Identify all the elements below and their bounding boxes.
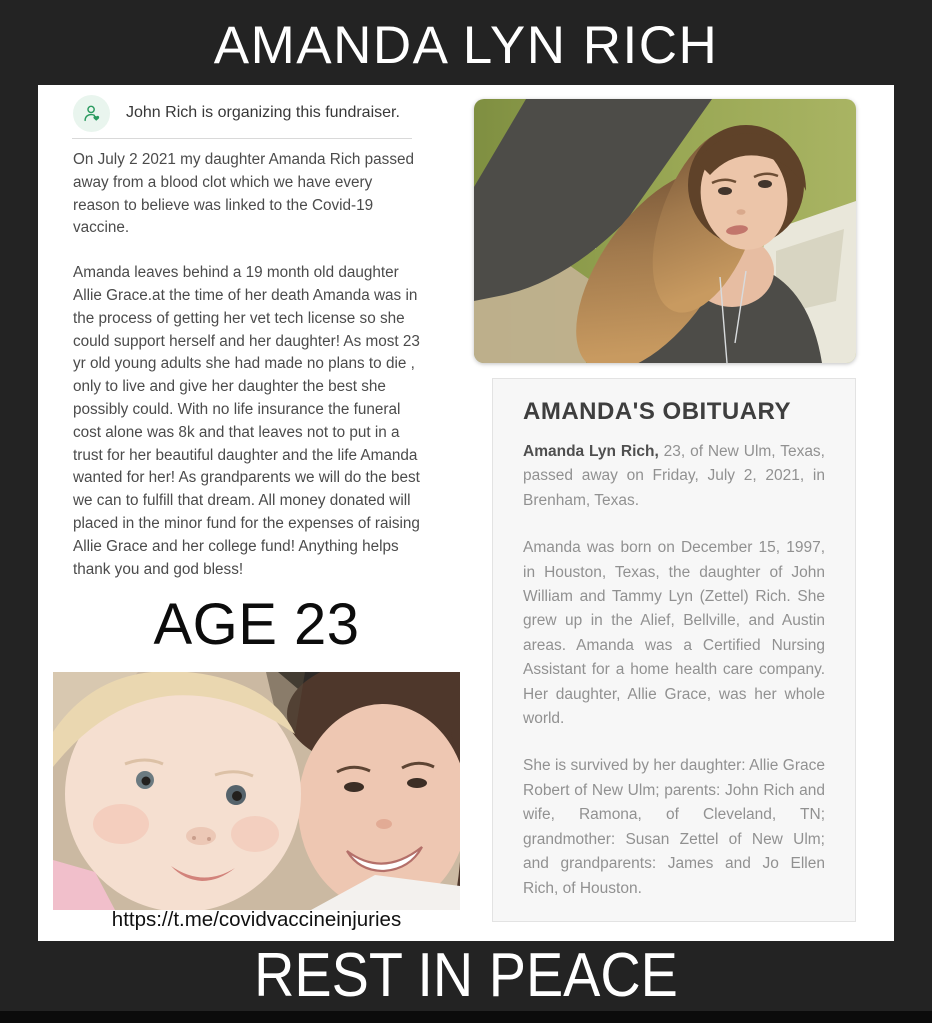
memorial-title: AMANDA LYN RICH bbox=[213, 16, 719, 75]
story-paragraph: On July 2 2021 my daughter Amanda Rich passed away from a blood clot which we have every reason to believe was linked to the Covid-19 vaccine. bbox=[73, 151, 414, 237]
age-caption: AGE 23 bbox=[153, 592, 360, 657]
obituary-paragraph: She is survived by her daughter: Allie Grace Robert of New Ulm; parents: John Rich and wife, Ramona, of Cleveland, TN; grandmother: Susan Zettel of New Ulm; and grandparents: James and Jo Ellen Rich, of Houston. bbox=[523, 757, 825, 897]
telegram-link[interactable]: https://t.me/covidvaccineinjuries bbox=[111, 908, 402, 931]
obituary-lead-text: 23, of New Ulm, Texas, passed away on Friday, July 2, 2021, in Brenham, Texas. bbox=[523, 443, 825, 509]
obituary-card bbox=[492, 378, 856, 922]
obituary-paragraph: Amanda was born on December 15, 1997, in Houston, Texas, the daughter of John William and Tammy Lyn (Zettel) Rich. She grew up in the Alief, Bellville, and Austin areas. Amanda was a Certified Nursing Assistant for a home health care company. Her daughter, Allie Grace, was her whole world. bbox=[523, 539, 825, 728]
obituary-heading: AMANDA'S OBITUARY bbox=[523, 398, 791, 425]
story-paragraph: Amanda leaves behind a 19 month old daughter Allie Grace.at the time of her death Amanda was in the process of getting her vet tech license so she could support herself and her daughter! As most 23 yr old young adults she had made no plans to die , only to live and give her daughter the best she possibly could. With no life insurance the funeral cost alone was 8k and that leaves not to put in a trust for her beautiful daughter and the life Amanda wanted for her! As grandparents we will do the best we can to fulfill that dream. All money donated will placed in the minor fund for the expenses of raising Allie Grace and her college fund! Anything helps thank you and god bless! bbox=[73, 264, 420, 578]
mother-and-baby-photo bbox=[53, 672, 460, 910]
bottom-strip bbox=[0, 1011, 932, 1023]
obituary-body bbox=[523, 440, 825, 922]
person-heart-icon bbox=[73, 95, 110, 132]
organizer-banner: John Rich is organizing this fundraiser. bbox=[126, 104, 400, 121]
divider bbox=[72, 138, 412, 139]
content-sheet bbox=[38, 85, 894, 941]
obituary-name: Amanda Lyn Rich, bbox=[523, 443, 659, 460]
rest-in-peace-title: REST IN PEACE bbox=[254, 941, 678, 1010]
obituary-lead-paragraph bbox=[523, 440, 825, 513]
fundraiser-story bbox=[73, 149, 420, 603]
portrait-photo bbox=[474, 99, 856, 363]
